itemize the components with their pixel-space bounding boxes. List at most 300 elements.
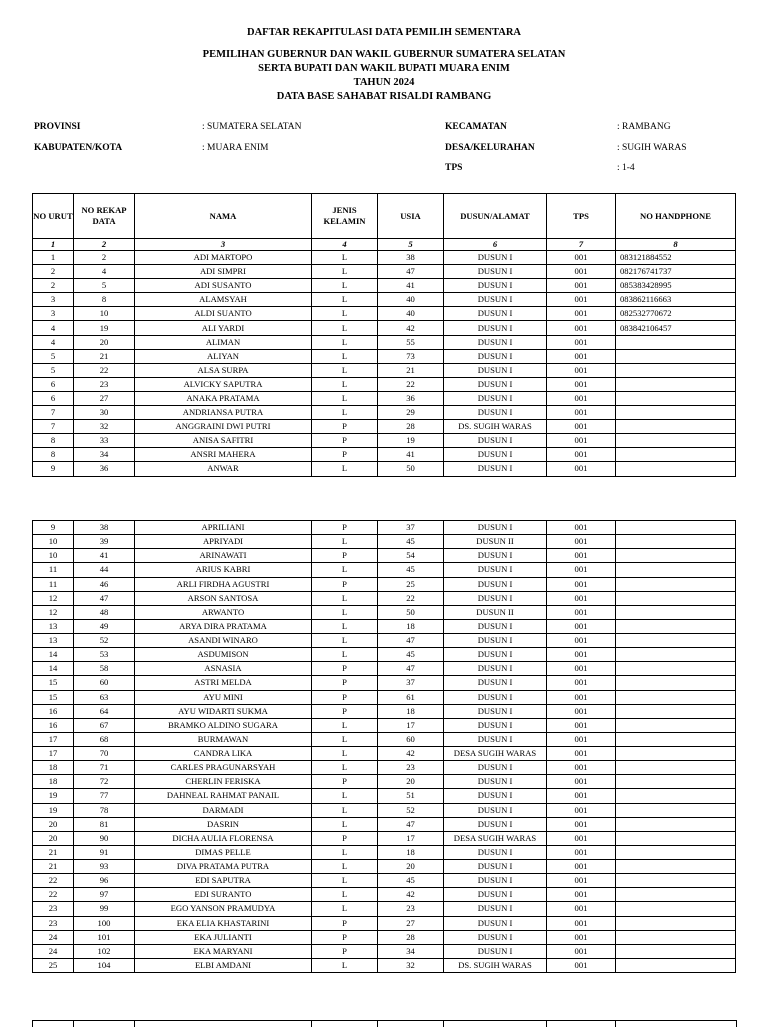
cell-no-urut: 6 bbox=[33, 377, 74, 391]
cell-no-urut: 24 bbox=[33, 930, 74, 944]
cell-no-hp bbox=[616, 349, 736, 363]
table-row bbox=[33, 662, 736, 676]
cell-no-urut: 10 bbox=[33, 535, 74, 549]
cell-usia: 34 bbox=[378, 944, 444, 958]
cell-no-hp bbox=[616, 335, 736, 349]
cell-nama: DIMAS PELLE bbox=[135, 845, 312, 859]
cell-no-hp bbox=[616, 718, 736, 732]
cell-jenis-kelamin: L bbox=[312, 462, 378, 476]
cell-tps: 001 bbox=[547, 930, 616, 944]
cell-nama: AYU WIDARTI SUKMA bbox=[135, 704, 312, 718]
cell-usia: 20 bbox=[378, 775, 444, 789]
cell-usia: 27 bbox=[378, 916, 444, 930]
cell-no-urut: 2 bbox=[33, 265, 74, 279]
cell-usia: 55 bbox=[378, 335, 444, 349]
cell-no-hp bbox=[616, 676, 736, 690]
cell-nama: ADI MARTOPO bbox=[135, 251, 312, 265]
cell-tps: 001 bbox=[547, 888, 616, 902]
cell-jenis-kelamin: P bbox=[312, 775, 378, 789]
cell-no-hp bbox=[616, 761, 736, 775]
cell-no-rekap: 72 bbox=[74, 775, 135, 789]
tps-label: TPS bbox=[445, 163, 463, 173]
cell-no-rekap: 78 bbox=[74, 803, 135, 817]
cell-no-rekap: 67 bbox=[74, 718, 135, 732]
cell-no-rekap: 36 bbox=[74, 462, 135, 476]
table-row bbox=[33, 874, 736, 888]
cell-tps: 001 bbox=[547, 448, 616, 462]
cell-no-urut: 5 bbox=[33, 349, 74, 363]
cell-no-urut: 7 bbox=[33, 406, 74, 420]
cell-tps: 001 bbox=[547, 944, 616, 958]
cell-no-hp bbox=[616, 448, 736, 462]
col-number: 2 bbox=[74, 239, 135, 251]
table-row bbox=[33, 406, 736, 420]
cell-usia: 47 bbox=[378, 817, 444, 831]
cell-no-hp bbox=[616, 888, 736, 902]
cell-usia: 23 bbox=[378, 761, 444, 775]
cell-jenis-kelamin: L bbox=[312, 874, 378, 888]
cell-usia: 45 bbox=[378, 874, 444, 888]
cell-tps: 001 bbox=[547, 563, 616, 577]
cell-jenis-kelamin: P bbox=[312, 916, 378, 930]
cell-tps: 001 bbox=[547, 958, 616, 972]
cell-usia: 51 bbox=[378, 789, 444, 803]
cell-nama: APRILIANI bbox=[135, 521, 312, 535]
cell-tps: 001 bbox=[547, 406, 616, 420]
cell-no-rekap: 58 bbox=[74, 662, 135, 676]
cell-dusun: DUSUN I bbox=[444, 944, 547, 958]
cell-tps: 001 bbox=[547, 377, 616, 391]
cell-no-urut: 24 bbox=[33, 944, 74, 958]
cell-no-urut: 3 bbox=[33, 307, 74, 321]
cell-no-hp bbox=[616, 434, 736, 448]
cell-no-urut: 22 bbox=[33, 874, 74, 888]
table-row bbox=[33, 563, 736, 577]
cell-no-rekap: 10 bbox=[74, 307, 135, 321]
cell-dusun: DUSUN I bbox=[444, 391, 547, 405]
cell-nama: DARMADI bbox=[135, 803, 312, 817]
cell-no-rekap: 46 bbox=[74, 577, 135, 591]
table-row bbox=[33, 549, 736, 563]
cell-nama: ANSRI MAHERA bbox=[135, 448, 312, 462]
cell-nama: DAHNEAL RAHMAT PANAIL bbox=[135, 789, 312, 803]
document-title-block bbox=[0, 26, 768, 104]
table-row bbox=[33, 888, 736, 902]
cell-usia: 40 bbox=[378, 307, 444, 321]
cell-usia: 47 bbox=[378, 265, 444, 279]
cell-usia: 20 bbox=[378, 860, 444, 874]
cell-no-hp bbox=[616, 831, 736, 845]
cell-dusun: DUSUN I bbox=[444, 789, 547, 803]
table-row bbox=[33, 845, 736, 859]
cell-jenis-kelamin: L bbox=[312, 648, 378, 662]
cell-usia: 23 bbox=[378, 902, 444, 916]
cell-tps: 001 bbox=[547, 676, 616, 690]
cell-tps: 001 bbox=[547, 718, 616, 732]
cell-no-hp: 082176741737 bbox=[616, 265, 736, 279]
cell-jenis-kelamin: P bbox=[312, 704, 378, 718]
cell-tps: 001 bbox=[547, 549, 616, 563]
cell-dusun: DUSUN I bbox=[444, 434, 547, 448]
cell-usia: 18 bbox=[378, 704, 444, 718]
table-row bbox=[33, 577, 736, 591]
cell-no-urut: 15 bbox=[33, 676, 74, 690]
col-header-no-urut: NO URUT bbox=[33, 194, 74, 239]
cell-no-urut: 9 bbox=[33, 521, 74, 535]
cell-dusun: DESA SUGIH WARAS bbox=[444, 831, 547, 845]
cell-no-hp bbox=[616, 817, 736, 831]
cell-nama: ALIMAN bbox=[135, 335, 312, 349]
cell-dusun: DUSUN I bbox=[444, 406, 547, 420]
cell-usia: 37 bbox=[378, 521, 444, 535]
table-row bbox=[33, 279, 736, 293]
cell-no-hp bbox=[616, 605, 736, 619]
table-row bbox=[33, 761, 736, 775]
table-row bbox=[33, 817, 736, 831]
col-number: 8 bbox=[616, 239, 736, 251]
title-line-5: DATA BASE SAHABAT RISALDI RAMBANG bbox=[276, 91, 492, 102]
cell-no-rekap: 44 bbox=[74, 563, 135, 577]
cell-dusun: DUSUN I bbox=[444, 462, 547, 476]
cell-nama: ALI YARDI bbox=[135, 321, 312, 335]
cell-usia: 29 bbox=[378, 406, 444, 420]
cell-dusun: DUSUN I bbox=[444, 874, 547, 888]
title-line-4: TAHUN 2024 bbox=[353, 77, 415, 88]
cell-usia: 73 bbox=[378, 349, 444, 363]
cell-dusun: DUSUN I bbox=[444, 577, 547, 591]
cell-no-urut: 23 bbox=[33, 916, 74, 930]
cell-no-rekap: 101 bbox=[74, 930, 135, 944]
cell-no-urut: 18 bbox=[33, 761, 74, 775]
col-number: 1 bbox=[33, 239, 74, 251]
cell-tps: 001 bbox=[547, 704, 616, 718]
table-row bbox=[33, 591, 736, 605]
cell-usia: 42 bbox=[378, 321, 444, 335]
cell-no-rekap: 60 bbox=[74, 676, 135, 690]
cell-no-hp bbox=[616, 874, 736, 888]
cell-no-hp bbox=[616, 363, 736, 377]
cell-no-urut: 14 bbox=[33, 648, 74, 662]
cell-usia: 60 bbox=[378, 732, 444, 746]
table-row bbox=[33, 349, 736, 363]
table-row bbox=[33, 434, 736, 448]
cell-jenis-kelamin: P bbox=[312, 930, 378, 944]
cell-nama: ANDRIANSA PUTRA bbox=[135, 406, 312, 420]
table-row bbox=[33, 377, 736, 391]
col-number: 5 bbox=[378, 239, 444, 251]
cell-no-rekap: 2 bbox=[74, 251, 135, 265]
cell-dusun: DUSUN I bbox=[444, 662, 547, 676]
cell-no-rekap: 32 bbox=[74, 420, 135, 434]
voter-table-1 bbox=[32, 193, 736, 477]
col-number: 3 bbox=[135, 239, 312, 251]
cell-no-hp bbox=[616, 462, 736, 476]
cell-nama: EDI SURANTO bbox=[135, 888, 312, 902]
cell-no-rekap: 71 bbox=[74, 761, 135, 775]
cell-no-rekap: 68 bbox=[74, 732, 135, 746]
cell-no-urut: 13 bbox=[33, 619, 74, 633]
table-row bbox=[33, 747, 736, 761]
cell-jenis-kelamin: P bbox=[312, 690, 378, 704]
cell-no-rekap: 81 bbox=[74, 817, 135, 831]
cell-dusun: DUSUN I bbox=[444, 349, 547, 363]
table-row bbox=[33, 803, 736, 817]
cell-jenis-kelamin: L bbox=[312, 307, 378, 321]
cell-dusun: DUSUN I bbox=[444, 803, 547, 817]
table-row bbox=[33, 521, 736, 535]
cell-nama: ANWAR bbox=[135, 462, 312, 476]
cell-jenis-kelamin: L bbox=[312, 747, 378, 761]
cell-no-rekap: 93 bbox=[74, 860, 135, 874]
cell-no-rekap: 77 bbox=[74, 789, 135, 803]
cell-dusun: DS. SUGIH WARAS bbox=[444, 958, 547, 972]
cell-jenis-kelamin: P bbox=[312, 448, 378, 462]
table-row bbox=[33, 902, 736, 916]
cell-nama: ASANDI WINARO bbox=[135, 634, 312, 648]
cell-dusun: DUSUN I bbox=[444, 676, 547, 690]
cell-no-hp bbox=[616, 690, 736, 704]
cell-no-rekap: 49 bbox=[74, 619, 135, 633]
cell-usia: 32 bbox=[378, 958, 444, 972]
cell-no-rekap: 91 bbox=[74, 845, 135, 859]
title-line-1: DAFTAR REKAPITULASI DATA PEMILIH SEMENTARA bbox=[247, 27, 521, 38]
cell-no-hp bbox=[616, 803, 736, 817]
table-row bbox=[33, 363, 736, 377]
cell-no-rekap: 20 bbox=[74, 335, 135, 349]
cell-usia: 42 bbox=[378, 888, 444, 902]
cell-no-rekap: 53 bbox=[74, 648, 135, 662]
cell-usia: 41 bbox=[378, 448, 444, 462]
cell-tps: 001 bbox=[547, 251, 616, 265]
col-number: 7 bbox=[547, 239, 616, 251]
cell-dusun: DUSUN I bbox=[444, 902, 547, 916]
cell-nama: ASNASIA bbox=[135, 662, 312, 676]
cell-no-hp bbox=[616, 662, 736, 676]
cell-tps: 001 bbox=[547, 761, 616, 775]
cell-no-urut: 17 bbox=[33, 732, 74, 746]
cell-tps: 001 bbox=[547, 335, 616, 349]
cell-no-rekap: 19 bbox=[74, 321, 135, 335]
cell-no-rekap: 30 bbox=[74, 406, 135, 420]
table-row bbox=[33, 944, 736, 958]
cell-dusun: DUSUN I bbox=[444, 377, 547, 391]
cell-no-urut: 18 bbox=[33, 775, 74, 789]
table-row bbox=[33, 307, 736, 321]
cell-tps: 001 bbox=[547, 363, 616, 377]
tps-value: : 1-4 bbox=[617, 163, 635, 173]
cell-no-hp bbox=[616, 789, 736, 803]
cell-tps: 001 bbox=[547, 845, 616, 859]
cell-usia: 45 bbox=[378, 648, 444, 662]
cell-no-hp bbox=[616, 521, 736, 535]
kecamatan-label: KECAMATAN bbox=[445, 122, 507, 132]
cell-jenis-kelamin: L bbox=[312, 634, 378, 648]
cell-dusun: DUSUN I bbox=[444, 690, 547, 704]
cell-tps: 001 bbox=[547, 391, 616, 405]
cell-jenis-kelamin: L bbox=[312, 349, 378, 363]
cell-usia: 18 bbox=[378, 619, 444, 633]
col-header-dusun: DUSUN/ALAMAT bbox=[444, 194, 547, 239]
cell-nama: ANGGRAINI DWI PUTRI bbox=[135, 420, 312, 434]
cell-usia: 17 bbox=[378, 831, 444, 845]
cell-no-hp bbox=[616, 704, 736, 718]
cell-usia: 19 bbox=[378, 434, 444, 448]
cell-nama: BRAMKO ALDINO SUGARA bbox=[135, 718, 312, 732]
col-header-nama: NAMA bbox=[135, 194, 312, 239]
cell-no-rekap: 99 bbox=[74, 902, 135, 916]
cell-no-hp bbox=[616, 406, 736, 420]
cell-no-urut: 19 bbox=[33, 789, 74, 803]
cell-nama: ARINAWATI bbox=[135, 549, 312, 563]
cell-jenis-kelamin: L bbox=[312, 718, 378, 732]
table-row bbox=[33, 916, 736, 930]
cell-no-rekap: 64 bbox=[74, 704, 135, 718]
cell-dusun: DUSUN I bbox=[444, 704, 547, 718]
cell-dusun: DUSUN I bbox=[444, 930, 547, 944]
cell-usia: 22 bbox=[378, 591, 444, 605]
cell-no-hp bbox=[616, 420, 736, 434]
cell-no-hp bbox=[616, 916, 736, 930]
table-row bbox=[33, 831, 736, 845]
cell-dusun: DUSUN II bbox=[444, 605, 547, 619]
cell-tps: 001 bbox=[547, 902, 616, 916]
cell-no-urut: 22 bbox=[33, 888, 74, 902]
cell-tps: 001 bbox=[547, 577, 616, 591]
cell-dusun: DUSUN I bbox=[444, 307, 547, 321]
cell-jenis-kelamin: L bbox=[312, 377, 378, 391]
table-row bbox=[33, 634, 736, 648]
cell-nama: EKA ELIA KHASTARINI bbox=[135, 916, 312, 930]
cell-usia: 45 bbox=[378, 563, 444, 577]
cell-tps: 001 bbox=[547, 634, 616, 648]
cell-no-hp bbox=[616, 563, 736, 577]
cell-nama: ALVICKY SAPUTRA bbox=[135, 377, 312, 391]
cell-no-urut: 4 bbox=[33, 335, 74, 349]
cell-tps: 001 bbox=[547, 789, 616, 803]
cell-no-urut: 21 bbox=[33, 845, 74, 859]
table-row bbox=[33, 420, 736, 434]
cell-no-urut: 8 bbox=[33, 434, 74, 448]
table-row bbox=[33, 860, 736, 874]
cell-nama: ARSON SANTOSA bbox=[135, 591, 312, 605]
title-line-3: SERTA BUPATI DAN WAKIL BUPATI MUARA ENIM bbox=[258, 63, 510, 74]
cell-dusun: DUSUN I bbox=[444, 293, 547, 307]
cell-no-hp bbox=[616, 549, 736, 563]
cell-no-hp bbox=[616, 775, 736, 789]
cell-no-urut: 19 bbox=[33, 803, 74, 817]
cell-jenis-kelamin: L bbox=[312, 902, 378, 916]
cell-tps: 001 bbox=[547, 775, 616, 789]
cell-tps: 001 bbox=[547, 307, 616, 321]
table-row bbox=[33, 448, 736, 462]
cell-tps: 001 bbox=[547, 420, 616, 434]
cell-jenis-kelamin: L bbox=[312, 321, 378, 335]
cell-no-hp bbox=[616, 747, 736, 761]
cell-tps: 001 bbox=[547, 605, 616, 619]
cell-tps: 001 bbox=[547, 747, 616, 761]
cell-nama: ADI SIMPRI bbox=[135, 265, 312, 279]
cell-no-urut: 23 bbox=[33, 902, 74, 916]
cell-nama: EKA JULIANTI bbox=[135, 930, 312, 944]
cell-usia: 50 bbox=[378, 462, 444, 476]
cell-usia: 21 bbox=[378, 363, 444, 377]
cell-dusun: DUSUN I bbox=[444, 363, 547, 377]
cell-jenis-kelamin: P bbox=[312, 521, 378, 535]
cell-nama: ADI SUSANTO bbox=[135, 279, 312, 293]
cell-nama: CHERLIN FERISKA bbox=[135, 775, 312, 789]
cell-jenis-kelamin: L bbox=[312, 293, 378, 307]
cell-tps: 001 bbox=[547, 349, 616, 363]
cell-tps: 001 bbox=[547, 535, 616, 549]
cell-dusun: DUSUN I bbox=[444, 718, 547, 732]
cell-no-urut: 16 bbox=[33, 704, 74, 718]
cell-no-urut: 3 bbox=[33, 293, 74, 307]
cell-no-urut: 12 bbox=[33, 591, 74, 605]
cell-usia: 41 bbox=[378, 279, 444, 293]
cell-no-rekap: 5 bbox=[74, 279, 135, 293]
cell-no-hp: 082532770672 bbox=[616, 307, 736, 321]
cell-nama: ALIYAN bbox=[135, 349, 312, 363]
cell-no-hp bbox=[616, 391, 736, 405]
cell-jenis-kelamin: L bbox=[312, 845, 378, 859]
table-row bbox=[33, 535, 736, 549]
desa-label: DESA/KELURAHAN bbox=[445, 143, 535, 153]
cell-no-urut: 15 bbox=[33, 690, 74, 704]
cell-dusun: DUSUN I bbox=[444, 251, 547, 265]
cell-jenis-kelamin: P bbox=[312, 676, 378, 690]
cell-no-rekap: 27 bbox=[74, 391, 135, 405]
cell-no-urut: 13 bbox=[33, 634, 74, 648]
cell-dusun: DESA SUGIH WARAS bbox=[444, 747, 547, 761]
cell-no-rekap: 96 bbox=[74, 874, 135, 888]
cell-usia: 18 bbox=[378, 845, 444, 859]
cell-dusun: DUSUN I bbox=[444, 549, 547, 563]
cell-usia: 17 bbox=[378, 718, 444, 732]
cell-dusun: DUSUN I bbox=[444, 265, 547, 279]
cell-nama: ANAKA PRATAMA bbox=[135, 391, 312, 405]
cell-tps: 001 bbox=[547, 521, 616, 535]
cell-no-hp bbox=[616, 845, 736, 859]
cell-no-urut: 12 bbox=[33, 605, 74, 619]
cell-no-rekap: 33 bbox=[74, 434, 135, 448]
cell-nama: ARWANTO bbox=[135, 605, 312, 619]
cell-jenis-kelamin: L bbox=[312, 279, 378, 293]
cell-no-rekap: 22 bbox=[74, 363, 135, 377]
cell-usia: 38 bbox=[378, 251, 444, 265]
cell-dusun: DUSUN I bbox=[444, 521, 547, 535]
cell-dusun: DUSUN I bbox=[444, 563, 547, 577]
cell-nama: ASTRI MELDA bbox=[135, 676, 312, 690]
cell-dusun: DUSUN I bbox=[444, 591, 547, 605]
cell-tps: 001 bbox=[547, 293, 616, 307]
title-line-2: PEMILIHAN GUBERNUR DAN WAKIL GUBERNUR SUMATERA SELATAN bbox=[202, 49, 566, 60]
col-number: 6 bbox=[444, 239, 547, 251]
cell-jenis-kelamin: L bbox=[312, 335, 378, 349]
cell-tps: 001 bbox=[547, 462, 616, 476]
table-row bbox=[33, 789, 736, 803]
cell-nama: APRIYADI bbox=[135, 535, 312, 549]
table-row bbox=[33, 704, 736, 718]
cell-no-urut: 11 bbox=[33, 577, 74, 591]
kabupaten-label: KABUPATEN/KOTA bbox=[34, 143, 123, 153]
cell-no-rekap: 38 bbox=[74, 521, 135, 535]
cell-jenis-kelamin: L bbox=[312, 391, 378, 405]
col-header-usia: USIA bbox=[378, 194, 444, 239]
cell-nama: CARLES PRAGUNARSYAH bbox=[135, 761, 312, 775]
cell-jenis-kelamin: P bbox=[312, 549, 378, 563]
cell-tps: 001 bbox=[547, 265, 616, 279]
cell-nama: ELBI AMDANI bbox=[135, 958, 312, 972]
